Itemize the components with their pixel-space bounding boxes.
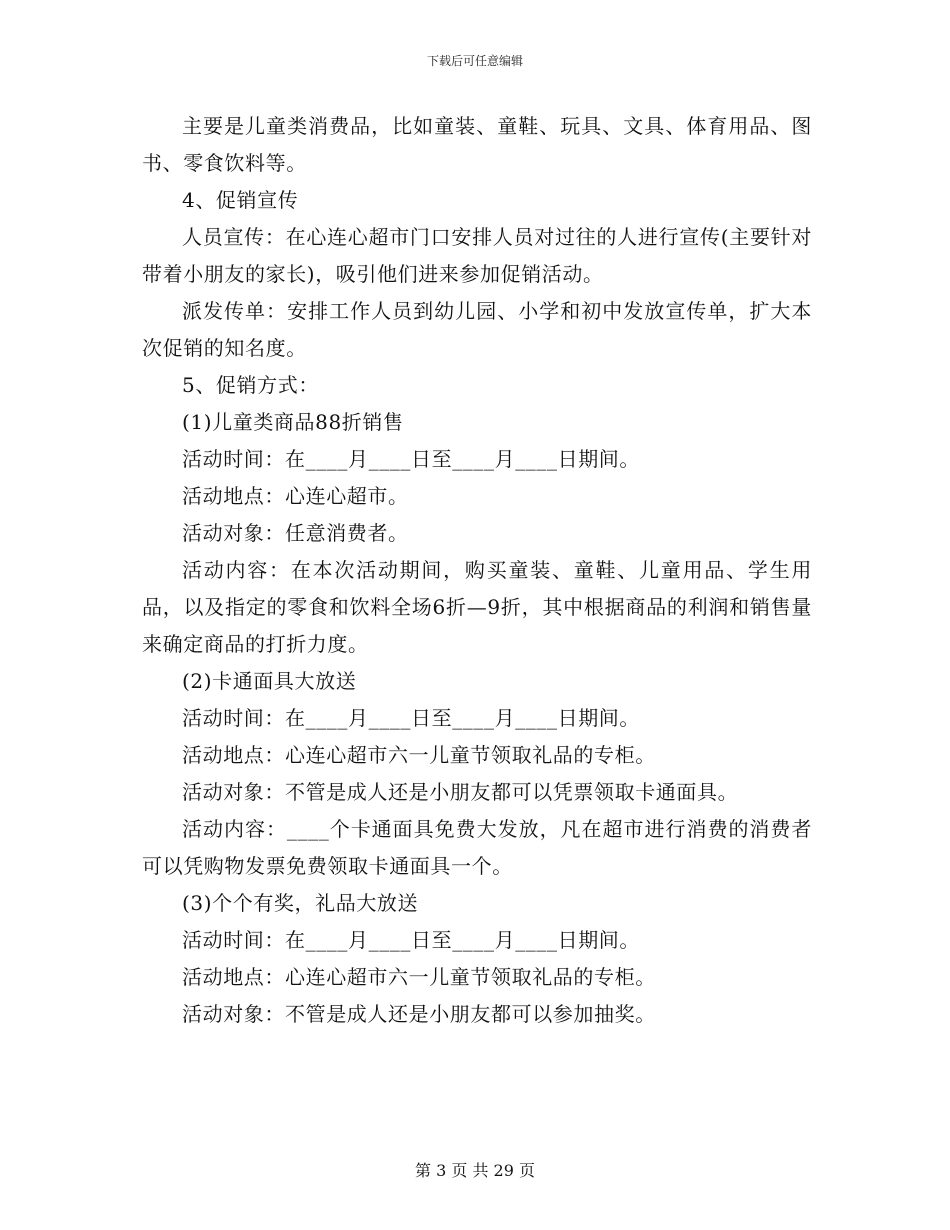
activity-time: 活动时间：在____月____日至____月____日期间。 <box>182 706 640 730</box>
document-body <box>142 108 812 1033</box>
section-heading-promotion-publicity: 4、促销宣传 <box>182 188 299 212</box>
paragraph-flyer-distribution: 派发传单：安排工作人员到幼儿园、小学和初中发放宣传单，扩大本次促销的知名度。 <box>142 299 812 360</box>
subheading-discount-sale: (1)儿童类商品88折销售 <box>182 410 404 434</box>
header-note: 下载后可任意编辑 <box>426 54 523 68</box>
paragraph-staff-publicity: 人员宣传：在心连心超市门口安排人员对过往的人进行宣传(主要针对带着小朋友的家长)，吸引他们进来参加促销活动。 <box>142 225 812 286</box>
subheading-prize-giveaway: (3)个个有奖，礼品大放送 <box>182 891 419 915</box>
paragraph-product-scope: 主要是儿童类消费品，比如童装、童鞋、玩具、文具、体育用品、图书、零食饮料等。 <box>142 114 812 175</box>
activity-content: 活动内容：____个卡通面具免费大发放，凡在超市进行消费的消费者可以凭购物发票免费领取卡通面具一个。 <box>142 817 812 878</box>
activity-location: 活动地点：心连心超市六一儿童节领取礼品的专柜。 <box>182 965 656 989</box>
activity-audience: 活动对象：任意消费者。 <box>182 521 409 545</box>
activity-audience: 活动对象：不管是成人还是小朋友都可以凭票领取卡通面具。 <box>182 780 739 804</box>
activity-time: 活动时间：在____月____日至____月____日期间。 <box>182 447 640 471</box>
activity-audience: 活动对象：不管是成人还是小朋友都可以参加抽奖。 <box>182 1002 656 1026</box>
page-number: 第 3 页 共 29 页 <box>415 1161 535 1180</box>
subheading-cartoon-mask-giveaway: (2)卡通面具大放送 <box>182 669 357 693</box>
activity-location: 活动地点：心连心超市。 <box>182 484 409 508</box>
activity-content: 活动内容：在本次活动期间，购买童装、童鞋、儿童用品、学生用品，以及指定的零食和饮料全场6折—9折，其中根据商品的利润和销售量来确定商品的打折力度。 <box>142 558 812 656</box>
activity-time: 活动时间：在____月____日至____月____日期间。 <box>182 928 640 952</box>
activity-location: 活动地点：心连心超市六一儿童节领取礼品的专柜。 <box>182 743 656 767</box>
section-heading-promotion-methods: 5、促销方式： <box>182 373 319 397</box>
